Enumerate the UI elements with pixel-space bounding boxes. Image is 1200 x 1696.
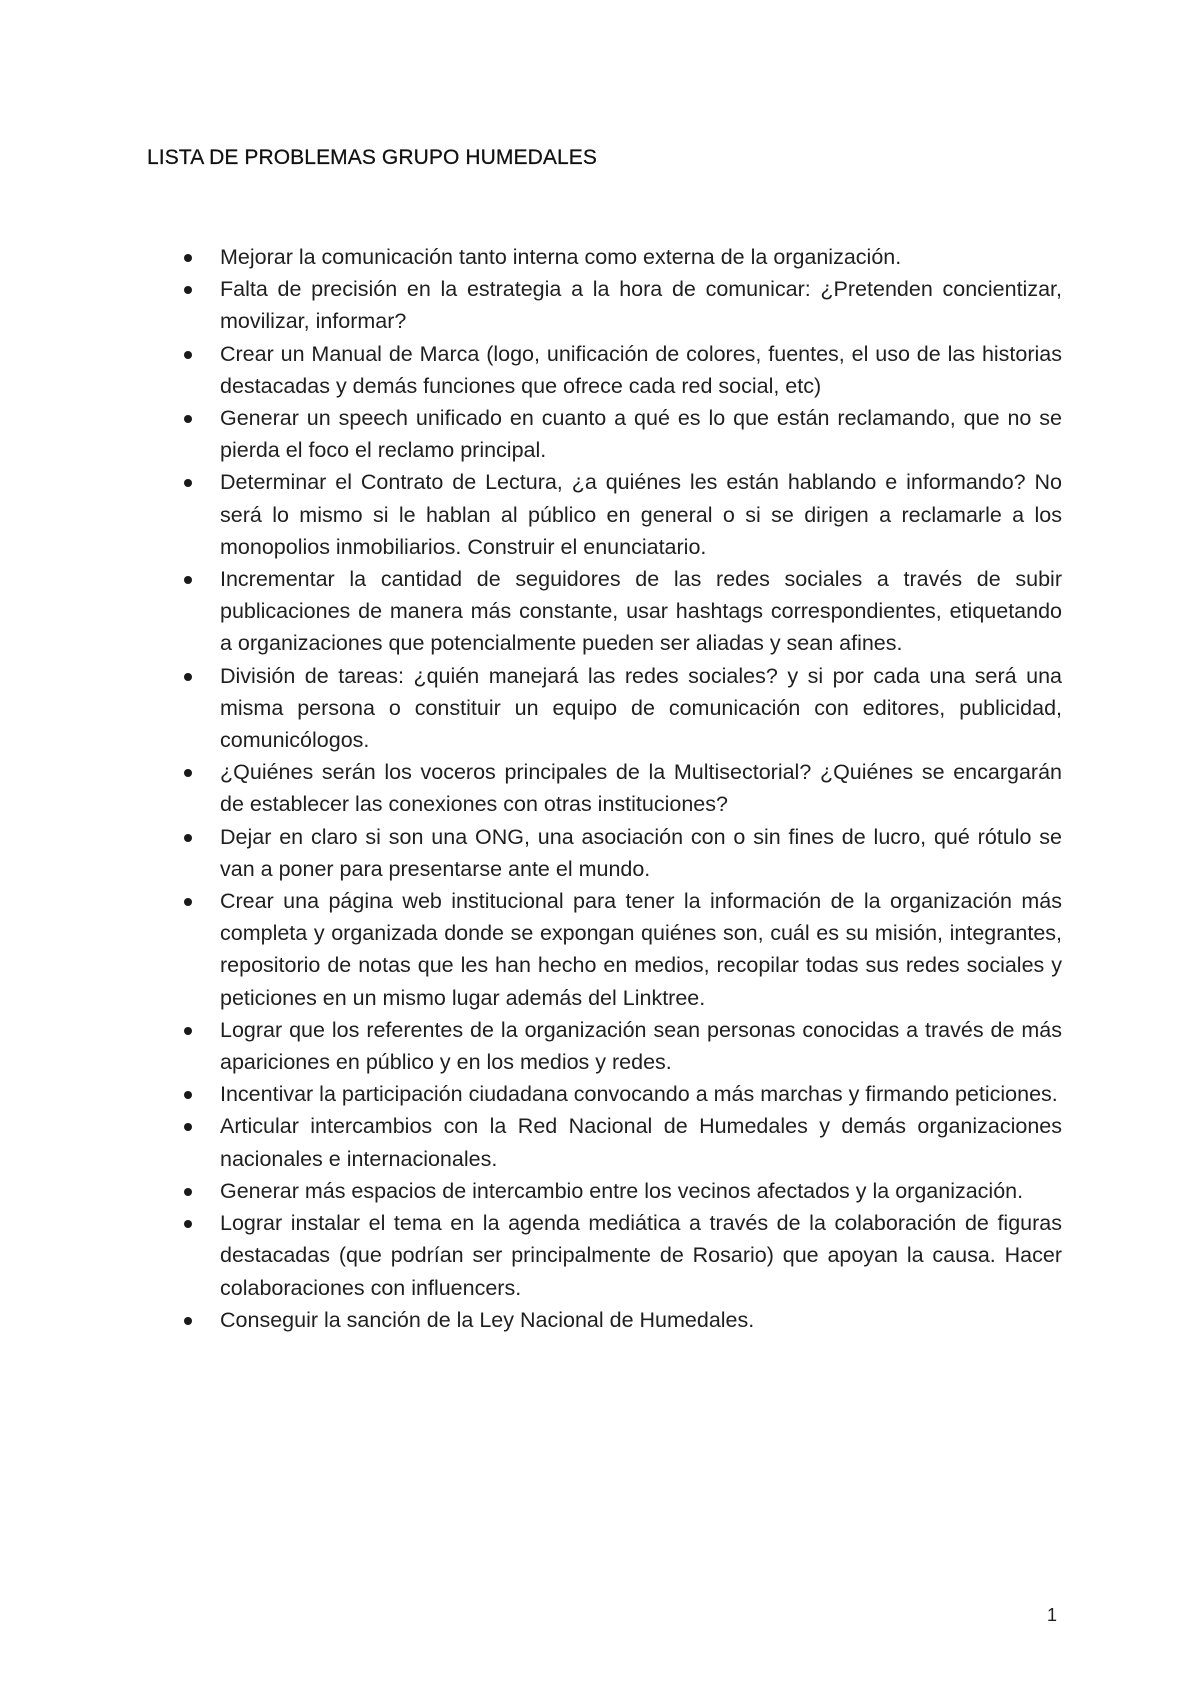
list-item — [220, 466, 1062, 563]
list-item — [220, 338, 1062, 402]
list-item — [220, 402, 1062, 466]
list-item — [220, 1207, 1062, 1304]
list-item — [220, 1078, 1062, 1110]
list-item-text: Crear una página web institucional para tener la información de la organización más completa y organizada donde se expongan quiénes son, cuál es su misión, integrantes, repositorio de notas que les han hecho en medios, recopilar todas sus redes sociales y peticiones en un mismo lugar además del Linktree. — [220, 889, 1062, 1010]
list-item — [220, 660, 1062, 757]
bullet-icon — [184, 576, 192, 584]
list-item-text: Lograr que los referentes de la organización sean personas conocidas a través de más apariciones en público y en los medios y redes. — [220, 1017, 1062, 1075]
problem-list — [0, 241, 1200, 1336]
bullet-icon — [184, 1220, 192, 1228]
document-title: LISTA DE PROBLEMAS GRUPO HUMEDALES — [147, 146, 597, 169]
list-item — [220, 1175, 1062, 1207]
list-item-text: Falta de precisión en la estrategia a la hora de comunicar: ¿Pretenden concientizar, movilizar, informar? — [220, 277, 1062, 334]
bullet-icon — [184, 1317, 192, 1325]
bullet-icon — [184, 479, 192, 487]
list-item-text: Generar un speech unificado en cuanto a qué es lo que están reclamando, que no se pierda el foco el reclamo principal. — [220, 406, 1062, 463]
list-item — [220, 563, 1062, 660]
bullet-icon — [184, 1188, 192, 1196]
list-item — [220, 756, 1062, 820]
list-item-text: Conseguir la sanción de la Ley Nacional de Humedales. — [220, 1307, 755, 1332]
bullet-icon — [184, 1091, 192, 1099]
list-item-text: Incentivar la participación ciudadana convocando a más marchas y firmando peticiones. — [220, 1082, 1058, 1107]
bullet-icon — [184, 286, 192, 294]
bullet-icon — [184, 834, 192, 842]
list-item-text: Generar más espacios de intercambio entre los vecinos afectados y la organización. — [220, 1178, 1024, 1203]
bullet-icon — [184, 1027, 192, 1035]
bullet-icon — [184, 898, 192, 906]
bullet-icon — [184, 769, 192, 777]
bullet-icon — [184, 254, 192, 262]
list-item-text: Articular intercambios con la Red Nacional de Humedales y demás organizaciones nacionales e internacionales. — [220, 1114, 1062, 1171]
list-item — [220, 1304, 1062, 1336]
list-item-text: Dejar en claro si son una ONG, una asociación con o sin fines de lucro, qué rótulo se van a poner para presentarse ante el mundo. — [220, 824, 1062, 881]
list-item-text: Determinar el Contrato de Lectura, ¿a quiénes les están hablando e informando? No será lo mismo si le hablan al público en general o si se dirigen a reclamarle a los monopolios inmobiliarios. Construir el enunciatario. — [220, 470, 1062, 559]
list-item-text: División de tareas: ¿quién manejará las redes sociales? y si por cada una será una misma persona o constituir un equipo de comunicación con editores, publicidad, comunicólogos. — [220, 663, 1062, 753]
list-item — [220, 1014, 1062, 1078]
bullet-icon — [184, 351, 192, 359]
bullet-icon — [184, 1123, 192, 1131]
list-item-text: Incrementar la cantidad de seguidores de las redes sociales a través de subir publicaciones de manera más constante, usar hashtags correspondientes, etiquetando a organizaciones que potencialmente pueden ser aliadas y sean afines. — [220, 567, 1062, 656]
list-item — [220, 1110, 1062, 1174]
list-item-text: ¿Quiénes serán los voceros principales de la Multisectorial? ¿Quiénes se encargarán de establecer las conexiones con otras instituciones? — [220, 760, 1062, 817]
page-number: 1 — [1046, 1605, 1057, 1625]
list-item-text: Mejorar la comunicación tanto interna como externa de la organización. — [220, 245, 902, 269]
bullet-icon — [184, 673, 192, 681]
list-item — [220, 821, 1062, 885]
list-item — [220, 241, 1062, 273]
list-item-text: Crear un Manual de Marca (logo, unificación de colores, fuentes, el uso de las historias destacadas y demás funciones que ofrece cada red social, etc) — [220, 341, 1062, 398]
list-item — [220, 885, 1062, 1014]
list-item-text: Lograr instalar el tema en la agenda mediática a través de la colaboración de figuras destacadas (que podrían ser principalmente de Rosario) que apoyan la causa. Hacer colaboraciones con influencers. — [220, 1211, 1062, 1300]
bullet-icon — [184, 415, 192, 423]
list-item — [220, 273, 1062, 337]
